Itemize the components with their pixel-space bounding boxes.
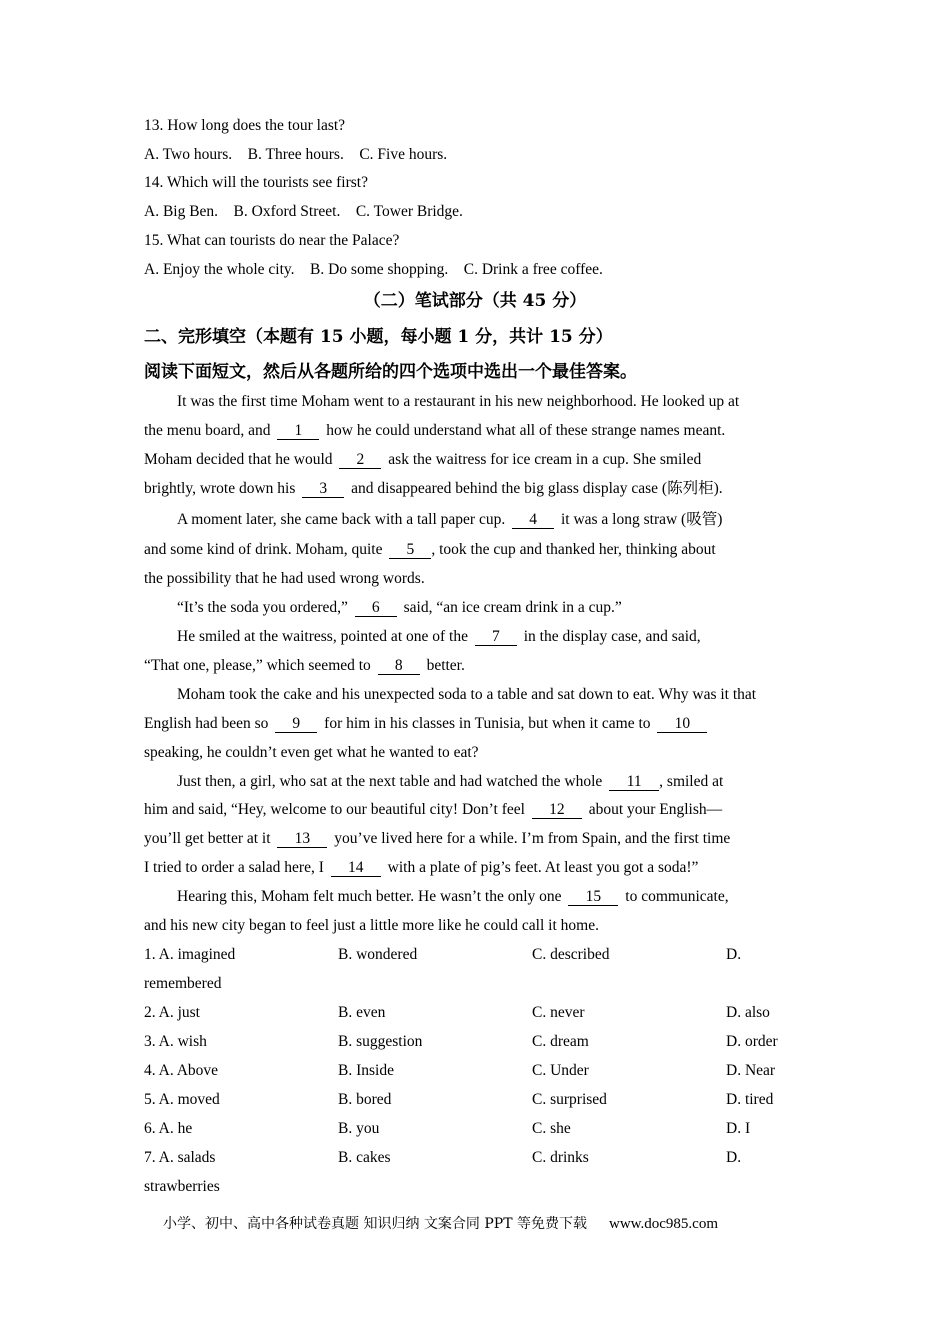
blank-10: 10 <box>657 716 707 733</box>
blank-5: 5 <box>389 542 431 559</box>
passage-line: He smiled at the waitress, pointed at one of the 7 in the display case, and said, <box>177 628 701 645</box>
passage-line: him and said, “Hey, welcome to our beautiful city! Don’t feel 12 about your English— <box>144 801 723 818</box>
question-15-options: A. Enjoy the whole city. B. Do some shopping. C. Drink a free coffee. <box>144 261 603 278</box>
blank-3: 3 <box>302 481 344 498</box>
option-row: 7. A. salads B. cakes C. drinks D. <box>144 1149 742 1166</box>
option-row: 3. A. wish B. suggestion C. dream D. order <box>144 1033 778 1050</box>
blank-2: 2 <box>339 452 381 469</box>
passage-line: Hearing this, Moham felt much better. He wasn’t the only one 15 to communicate, <box>177 888 729 905</box>
instruction: 阅读下面短文，然后从各题所给的四个选项中选出一个最佳答案。 <box>144 362 637 382</box>
blank-14: 14 <box>331 860 381 877</box>
passage-line: and his new city began to feel just a little more like he could call it home. <box>144 917 599 934</box>
blank-13: 13 <box>277 831 327 848</box>
question-13-options: A. Two hours. B. Three hours. C. Five hours. <box>144 146 448 163</box>
option-row: 2. A. just B. even C. never D. also <box>144 1004 770 1021</box>
blank-11: 11 <box>609 774 659 791</box>
passage-line: It was the first time Moham went to a restaurant in his new neighborhood. He looked up at <box>177 393 740 410</box>
passage-line: brightly, wrote down his 3 and disappeared behind the big glass display case (陈列柜). <box>144 480 723 497</box>
passage-line: speaking, he couldn’t even get what he wanted to eat? <box>144 744 479 761</box>
passage-line: Moham decided that he would 2 ask the waitress for ice cream in a cup. She smiled <box>144 451 702 468</box>
option-row: 6. A. he B. you C. she D. I <box>144 1120 751 1137</box>
passage-line: you’ll get better at it 13 you’ve lived here for a while. I’m from Spain, and the first time <box>144 830 731 847</box>
passage-line: A moment later, she came back with a tall paper cup. 4 it was a long straw (吸管) <box>177 511 723 528</box>
blank-4: 4 <box>512 512 554 529</box>
passage-line: I tried to order a salad here, I 14 with a plate of pig’s feet. At least you got a soda!” <box>144 859 699 876</box>
footer-url[interactable]: www.doc985.com <box>608 1216 718 1232</box>
blank-7: 7 <box>475 629 517 646</box>
passage-line: the possibility that he had used wrong words. <box>144 570 425 587</box>
blank-12: 12 <box>532 802 582 819</box>
blank-8: 8 <box>378 658 420 675</box>
question-14-options: A. Big Ben. B. Oxford Street. C. Tower Bridge. <box>144 203 463 220</box>
option-row: 5. A. moved B. bored C. surprised D. tired <box>144 1091 774 1108</box>
option-row: 1. A. imagined B. wondered C. described D. <box>144 946 742 963</box>
question-13: 13. How long does the tour last? <box>144 117 346 134</box>
passage-line: Just then, a girl, who sat at the next table and had watched the whole 11 , smiled at <box>177 773 724 790</box>
passage-line: English had been so 9 for him in his classes in Tunisia, but when it came to 10 <box>144 714 710 734</box>
question-14: 14. Which will the tourists see first? <box>144 174 368 191</box>
blank-1: 1 <box>277 423 319 440</box>
option-row: remembered <box>144 975 222 992</box>
passage-line: and some kind of drink. Moham, quite 5 , took the cup and thanked her, thinking about <box>144 541 716 558</box>
passage-line: “That one, please,” which seemed to 8 better. <box>144 657 465 674</box>
blank-6: 6 <box>355 600 397 617</box>
blank-15: 15 <box>568 889 618 906</box>
passage-line: the menu board, and 1 how he could understand what all of these strange names meant. <box>144 422 726 439</box>
footer-text: 小学、初中、高中各种试卷真题 知识归纳 文案合同 PPT 等免费下载 <box>163 1216 587 1232</box>
section-heading: （二）笔试部分（共 45 分） <box>363 291 587 311</box>
question-15: 15. What can tourists do near the Palace? <box>144 232 400 249</box>
part-2-title: 二、完形填空（本题有 15 小题，每小题 1 分，共计 15 分） <box>144 327 613 347</box>
option-row: strawberries <box>144 1178 220 1195</box>
passage-line: “It’s the soda you ordered,” 6 said, “an ice cream drink in a cup.” <box>177 599 622 616</box>
blank-9: 9 <box>275 716 317 733</box>
option-row: 4. A. Above B. Inside C. Under D. Near <box>144 1062 776 1079</box>
passage-line: Moham took the cake and his unexpected soda to a table and sat down to eat. Why was it that <box>177 686 757 703</box>
page-footer <box>163 1214 718 1234</box>
